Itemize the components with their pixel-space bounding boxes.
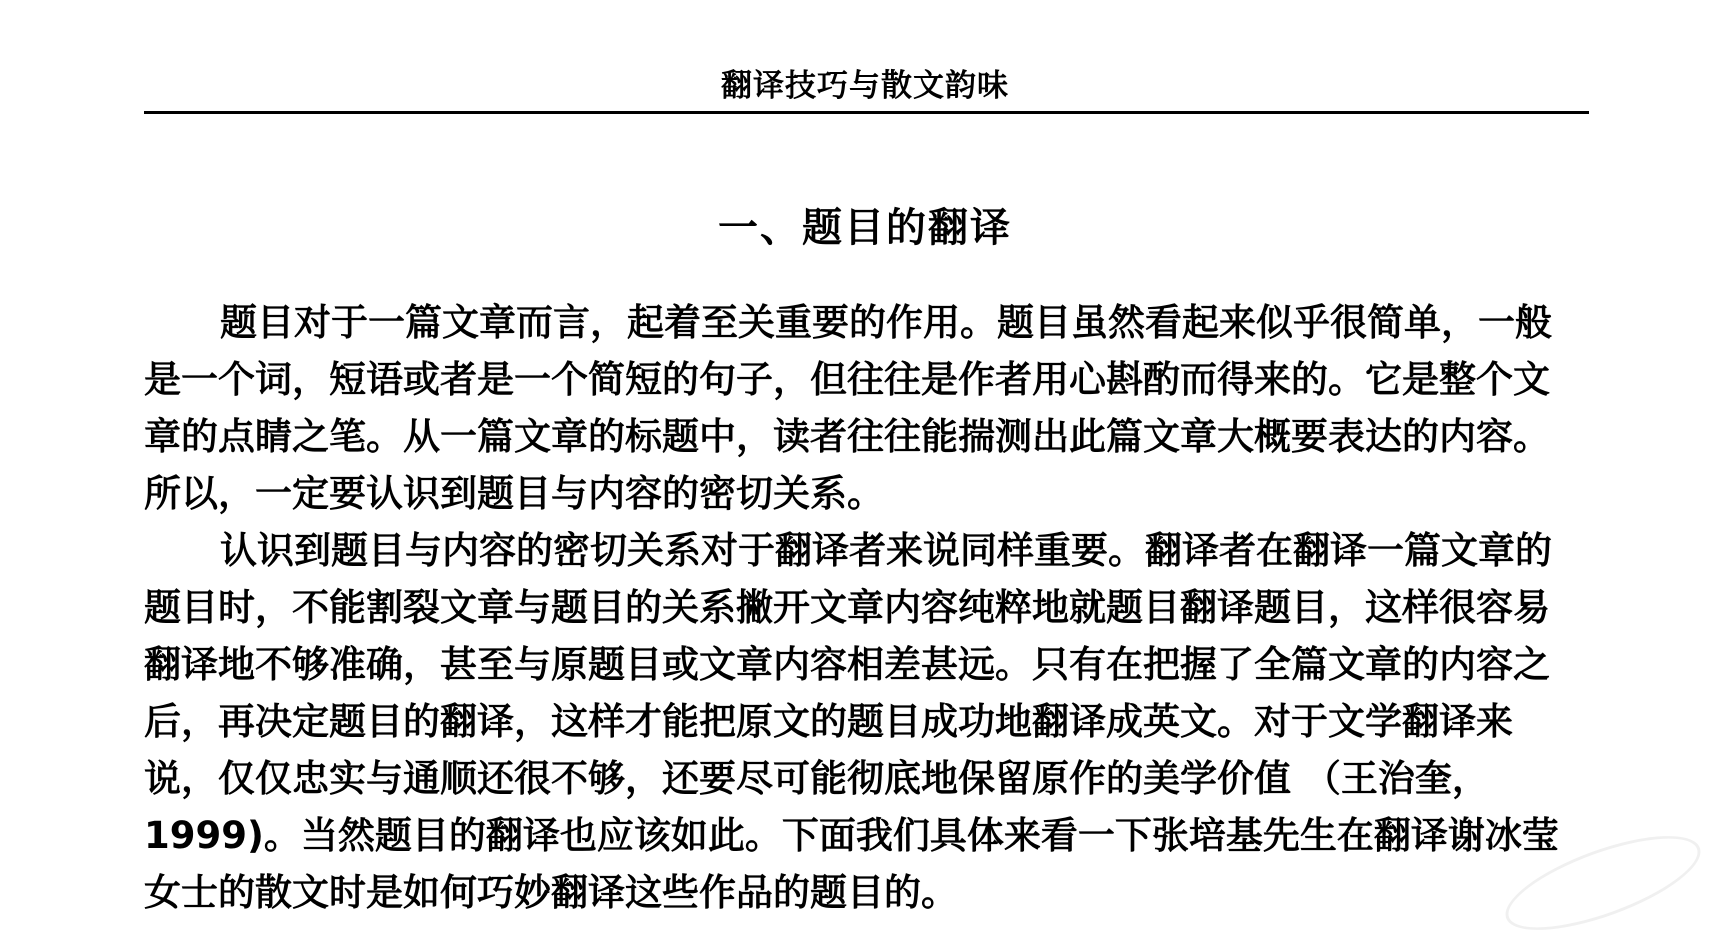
paragraph-2-line-4: 后，再决定题目的翻译，这样才能把原文的题目成功地翻译成英文。对于文学翻译来 (144, 700, 1513, 743)
header-rule (144, 111, 1589, 114)
paragraph-2-line-2: 题目时，不能割裂文章与题目的关系撇开文章内容纯粹地就题目翻译题目，这样很容易 (144, 586, 1550, 629)
paragraph-1-line-4: 所以，一定要认识到题目与内容的密切关系。 (144, 472, 884, 515)
body-text (144, 294, 1589, 921)
section-title: 一、题目的翻译 (718, 205, 1012, 251)
paragraph-1-line-2: 是一个词，短语或者是一个简短的句子，但往往是作者用心斟酌而得来的。它是整个文 (144, 358, 1550, 401)
paragraph-2-line-6: 1999)。当然题目的翻译也应该如此。下面我们具体来看一下张培基先生在翻译谢冰莹 (144, 814, 1559, 857)
paragraph-2-line-3: 翻译地不够准确，甚至与原题目或文章内容相差甚远。只有在把握了全篇文章的内容之 (144, 643, 1550, 686)
paragraph-1-line-3: 章的点睛之笔。从一篇文章的标题中，读者往往能揣测出此篇文章大概要表达的内容。 (144, 415, 1550, 458)
paragraph-2-line-5: 说，仅仅忠实与通顺还很不够，还要尽可能彻底地保留原作的美学价值 （王治奎， (144, 757, 1489, 800)
paragraph-1-line-1: 题目对于一篇文章而言，起着至关重要的作用。题目虽然看起来似乎很简单，一般 (220, 301, 1552, 344)
paragraph-2-line-7: 女士的散文时是如何巧妙翻译这些作品的题目的。 (144, 871, 958, 914)
paragraph-2-line-1: 认识到题目与内容的密切关系对于翻译者来说同样重要。翻译者在翻译一篇文章的 (220, 529, 1552, 572)
running-header: 翻译技巧与散文韵味 (721, 68, 1009, 104)
